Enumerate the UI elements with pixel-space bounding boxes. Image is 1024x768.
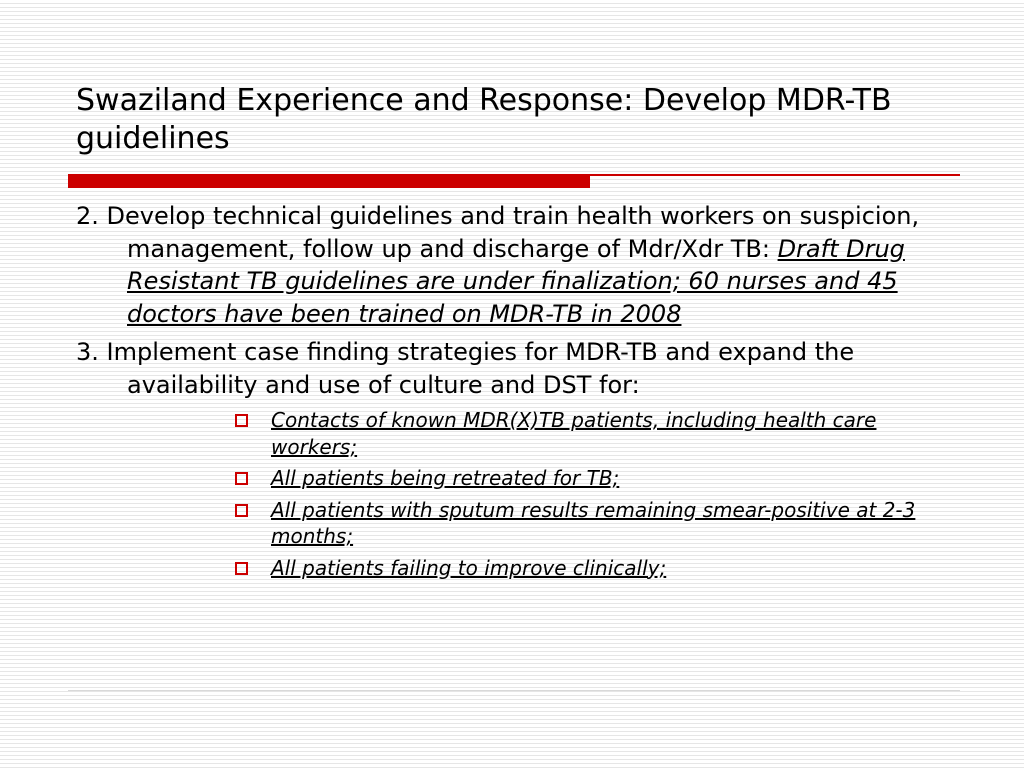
hollow-square-bullet-icon: [235, 504, 248, 517]
title-divider: [68, 174, 960, 188]
hollow-square-bullet-icon: [235, 562, 248, 575]
point-2-number: 2.: [76, 202, 99, 230]
sub-item-contacts: [233, 407, 966, 460]
title-divider-bar: [68, 174, 590, 188]
slide-body: [76, 200, 966, 587]
sub-item-smear-positive: [233, 497, 966, 550]
sub-item-text: All patients being retreated for TB;: [271, 466, 620, 490]
sub-item-retreated: [233, 465, 966, 492]
hollow-square-bullet-icon: [235, 414, 248, 427]
point-2-emphasis: Draft Drug Resistant TB guidelines are under finalization; 60 nurses and 45 doctors have been trained on MDR-TB in 2008: [127, 234, 905, 328]
point-3-number: 3.: [76, 338, 99, 366]
point-2: [76, 200, 966, 330]
sub-item-text: All patients failing to improve clinically;: [271, 555, 667, 580]
point-2-text: Develop technical guidelines and train health workers on suspicion, management, follow up and discharge of Mdr/Xdr TB:: [106, 202, 920, 263]
sub-item-text: All patients with sputum results remaining smear-positive at 2-3 months;: [271, 497, 916, 548]
point-3-text: Implement case finding strategies for MDR-TB and expand the availability and use of culture and DST for:: [106, 338, 855, 399]
title-divider-line: [590, 174, 960, 176]
point-3-sub-list: [127, 407, 966, 581]
point-3: [76, 336, 966, 581]
slide-title: Swaziland Experience and Response: Develop MDR-TB guidelines: [76, 83, 892, 156]
footer-divider: [68, 690, 960, 691]
sub-item-failing: [233, 555, 966, 582]
hollow-square-bullet-icon: [235, 472, 248, 485]
sub-item-text: Contacts of known MDR(X)TB patients, including health care workers;: [271, 408, 877, 459]
